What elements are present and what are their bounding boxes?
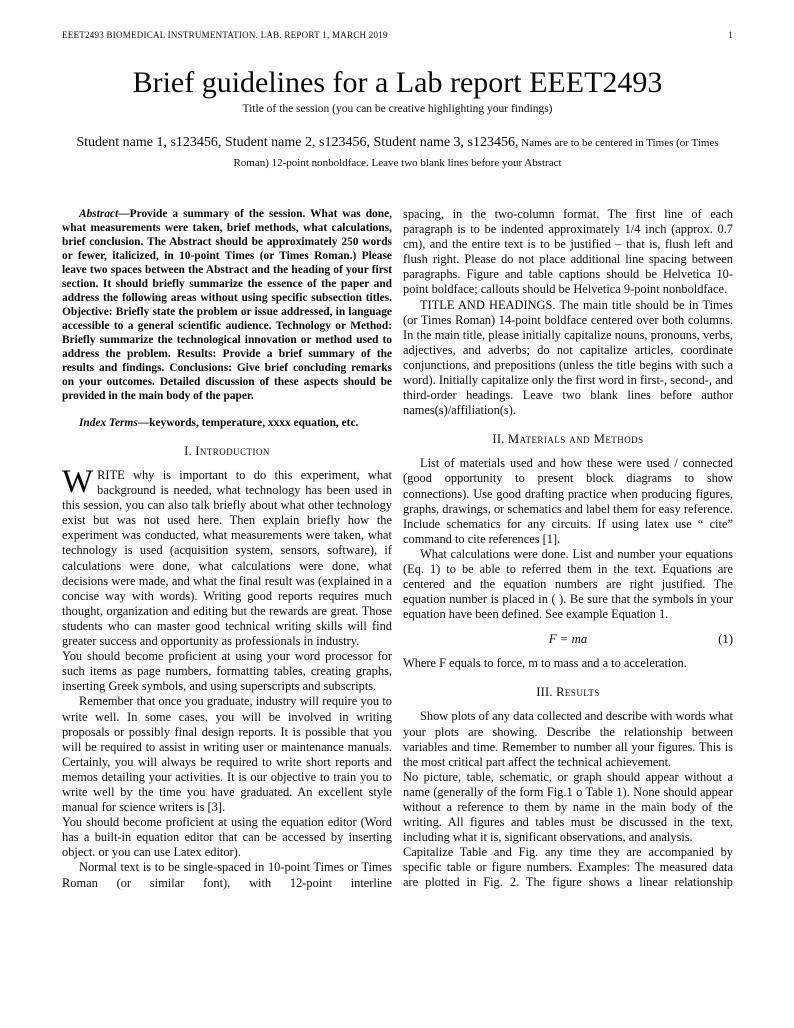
section-number: I. <box>184 444 192 458</box>
abstract-lead: Abstract <box>79 208 119 220</box>
title-block <box>62 66 733 173</box>
equation: F = ma <box>548 632 588 647</box>
figures-naming-paragraph: No picture, table, schematic, or graph should appear without a name (generally of the form Fig.1 o Table 1). None should appear without a reference to them by name in the main body of the writing. All figures and tables must be discussed in the text, including what it is, significant observations, and analysis. <box>403 769 733 845</box>
section-title: Introduction <box>195 444 270 458</box>
normal-text-paragraph: Normal text is to be single-spaced in 10-point Times or Times Roman (or similar font), with 12-point interline <box>62 860 392 890</box>
two-column-body <box>62 207 733 891</box>
drop-cap: W <box>62 464 94 500</box>
index-terms-text: —keywords, temperature, xxxx equation, etc. <box>137 417 359 429</box>
index-terms <box>62 416 392 430</box>
right-column <box>403 207 733 891</box>
intro-paragraph <box>62 464 392 649</box>
abstract-text: —Provide a summary of the session. What was done, what measurements were taken, brief methods, what calculations, brief conclusion. The Abstract should be approximately 250 words or fewer, italicized, in 10-point Times (or Times Roman.) Please leave two spaces between the Abstract and the heading of your first section. It should briefly summarize the essence of the paper and address the following areas without using specific subsection titles. Objective: Briefly state the problem or issue addressed, in language accessible to a general scientific audience. Technology or Method: Briefly summarize the technological innovation or method used to address the problem. Results: Provide a brief summary of the results and findings. Conclusions: Give brief concluding remarks on your outcomes. Detailed discussion of these aspects should be provided in the main body of the paper. <box>62 208 392 402</box>
section-number: III. <box>536 685 553 700</box>
running-header <box>62 30 733 40</box>
capitalize-paragraph: Capitalize Table and Fig. any time they are accompanied by specific table or figure numbers. Examples: The measured data are plotted in Fig. 2. The figure shows a linear relationship <box>403 845 733 890</box>
title-headings-paragraph: TITLE AND HEADINGS. The main title should be in Times (or Times Roman) 14-point boldface centered over both columns. In the main title, please initially capitalize nouns, pronouns, verbs, adjectives, and adverbs; do not capitalize articles, coordinate conjunctions, and prepositions (unless the title begins with such a word). Initially capitalize only the first word in first-, second-, and third-order headings. Leave two blank lines before author names(s)/affiliation(s). <box>403 297 733 418</box>
word-processor-paragraph: You should become proficient at using your word processor for such items as page numbers, formatting tables, creating graphs, inserting Greek symbols, and using superscripts and subscripts. <box>62 649 392 694</box>
graduate-paragraph: Remember that once you graduate, industry will require you to write well. In some cases, you will be involved in writing proposals or possibly final design reports. It is possible that you will be required to assist in writing user or maintenance manuals. Certainly, you will always be required to write short reports and memos detailing your activities. It is our objective to train you to write well by the time you have graduated. An excellent style manual for science writers is [3]. <box>62 694 392 815</box>
section-number: II. <box>492 432 505 447</box>
calculations-paragraph: What calculations were done. List and number your equations (Eq. 1) to be able to referred them in the text. Equations are centered and the equation numbers are right justified. The equation number is placed in ( ). Be sure that the symbols in your equation have been defined. See example Equation 1. <box>403 546 733 622</box>
author-line <box>67 133 729 173</box>
section-heading-introduction <box>62 444 392 459</box>
spacing-paragraph: spacing, in the two-column format. The first line of each paragraph is to be indented approximately 1/4 inch (approx. 0.7 cm), and the entire text is to be justified – that is, flush left and flush right. Please do not place additional line spacing between paragraphs. Figure and table captions should be Helvetica 10-point boldface; callouts should be Helvetica 9-point nonboldface. <box>403 207 733 297</box>
equation-block <box>403 632 733 647</box>
section-title: Materials and Methods <box>507 432 644 447</box>
paper-subtitle: Title of the session (you can be creative highlighting your findings) <box>242 103 553 115</box>
equation-editor-paragraph: You should become proficient at using the equation editor (Word has a built-in equation editor that can be accessed by inserting object. or you can use Latex editor). <box>62 815 392 860</box>
intro-paragraph-text: RITE why is important to do this experiment, what background is needed, what technology has been used in this session, you can also talk briefly about what other technology exist but was not used here. Then explain briefly how the experiment was conducted, what measurements were taken, what technology is used (acquisition system, sensors, software), if calculations were done, what calculations were done, what decisions were made, and what the final result was (explained in a concise way with words). Writing good reports requires much thought, organization and editing but the rewards are great. Those students who can master good technical writing skills will find greater success and opportunity as professionals in industry. <box>62 468 392 649</box>
section-heading-materials <box>403 432 733 447</box>
results-paragraph: Show plots of any data collected and describe with words what your plots are showing. Describe the relationship between variables and time. Remember to number all your figures. This is the most critical part affect the technical achievement. <box>403 709 733 769</box>
author-names: Student name 1, s123456, Student name 2, s123456, Student name 3, s123456, <box>76 135 519 150</box>
equation-number: (1) <box>718 632 733 647</box>
index-terms-lead: Index Terms <box>79 417 138 429</box>
left-column <box>62 207 392 891</box>
abstract-paragraph <box>62 207 392 403</box>
page-number: 1 <box>728 30 733 40</box>
running-header-text: EEET2493 BIOMEDICAL INSTRUMENTATION. LAB. REPORT 1, MARCH 2019 <box>62 30 388 40</box>
author-note: Names are to be centered in Times (or Times Roman) 12-point nonboldface. Leave two blank lines before your Abstract <box>233 137 719 169</box>
equation-note-paragraph: Where F equals to force, m to mass and a to acceleration. <box>403 656 687 671</box>
section-heading-results <box>403 685 733 700</box>
section-title: Results <box>556 685 600 700</box>
materials-paragraph: List of materials used and how these were used / connected (good opportunity to present block diagrams to show connections). Use good drafting practice when producing figures, graphs, drawings, or schematics and label them for easy reference. Include schematics for any circuits. If using latex use “ cite” command to cite references [1]. <box>403 456 733 546</box>
paper-title: Brief guidelines for a Lab report EEET2493 <box>132 66 663 99</box>
